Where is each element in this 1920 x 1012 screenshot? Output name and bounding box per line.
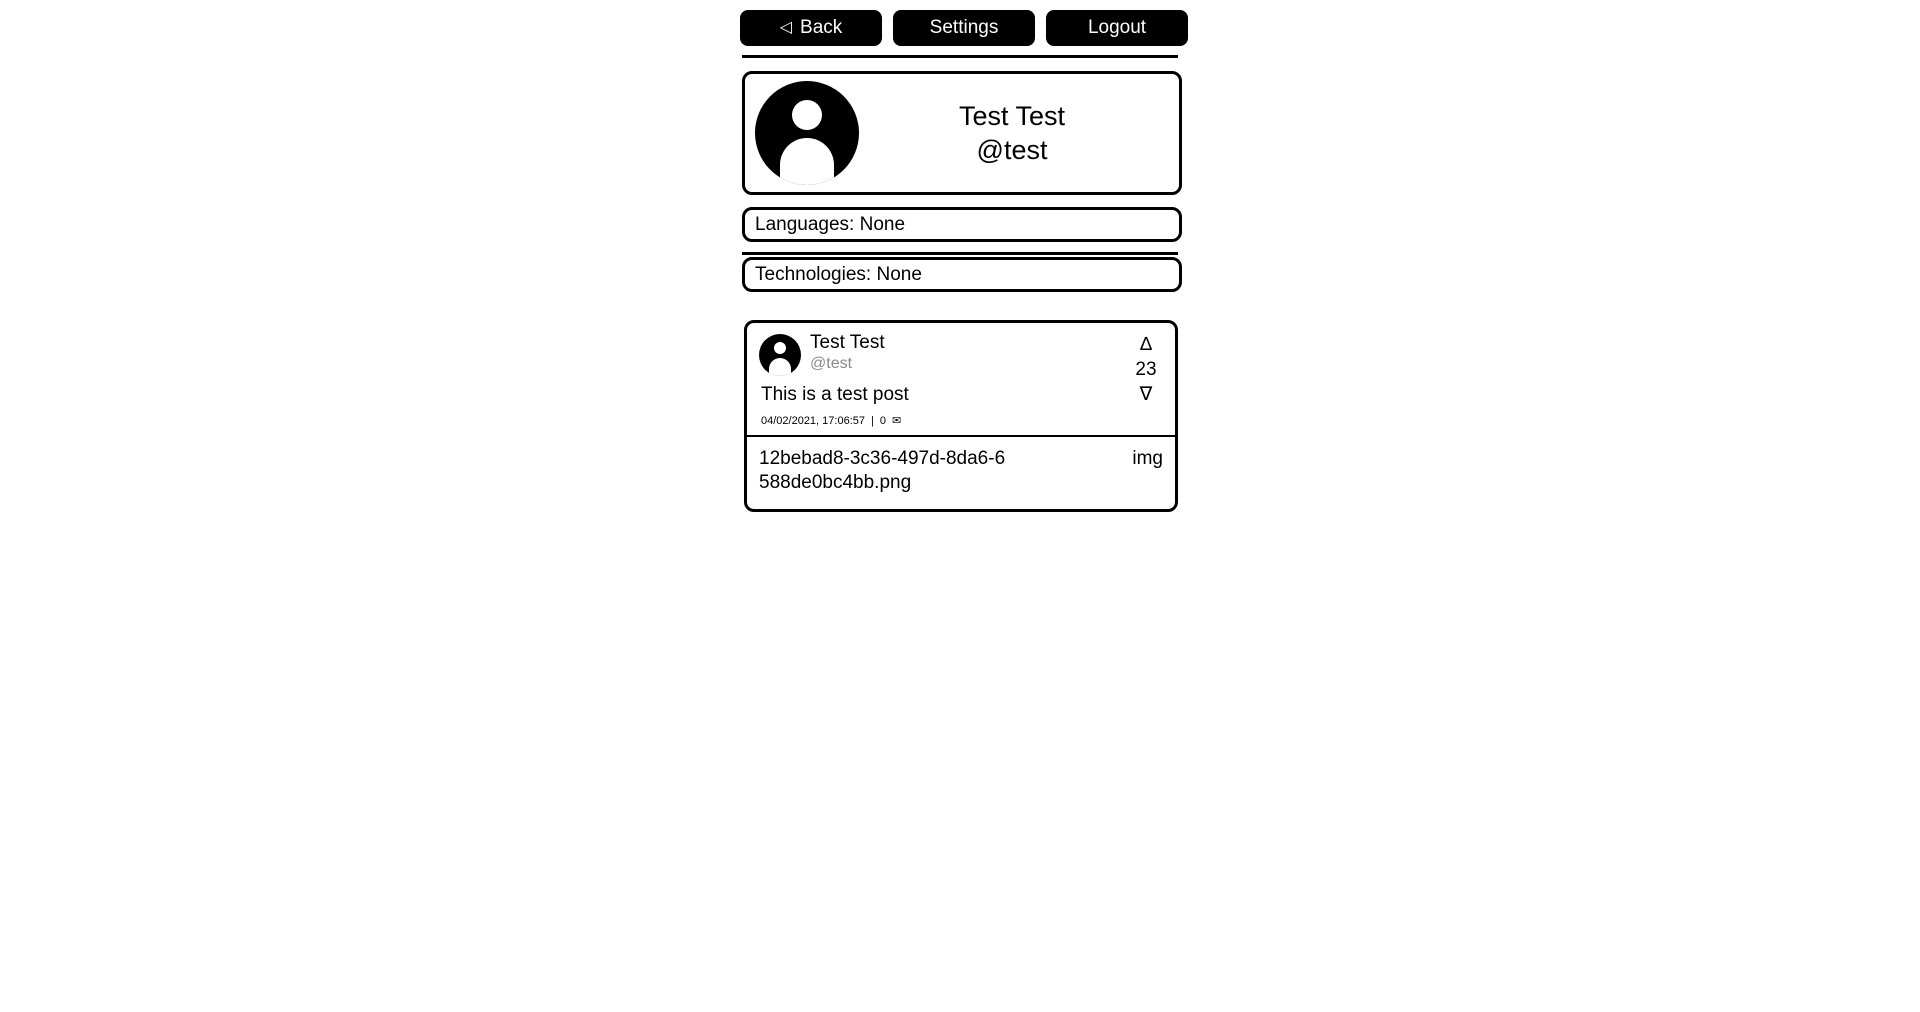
post-comment-count: 0 xyxy=(879,414,886,427)
attachment-filename: 12bebad8-3c36-497d-8da6-6588de0bc4bb.png xyxy=(759,448,1006,493)
vote-column xyxy=(1129,333,1163,407)
downvote-button[interactable]: ∇ xyxy=(1139,384,1153,405)
top-navigation-bar xyxy=(740,10,1188,46)
back-button-label: Back xyxy=(800,17,843,38)
post-timestamp: 04/02/2021, 17:06:57 xyxy=(761,414,865,427)
technologies-row xyxy=(742,257,1182,292)
post-author-block xyxy=(810,332,885,374)
languages-label: Languages: None xyxy=(755,213,906,235)
post-header xyxy=(759,332,1163,376)
user-avatar-icon xyxy=(759,334,801,376)
post-meta xyxy=(761,414,1163,427)
upvote-button[interactable]: ∆ xyxy=(1140,334,1152,355)
page-title: Test Test xyxy=(958,101,1066,131)
post-body: This is a test post xyxy=(761,384,909,405)
post-list xyxy=(744,320,1178,512)
logout-button[interactable] xyxy=(1046,10,1188,46)
post-item[interactable] xyxy=(747,323,1175,437)
settings-button-label: Settings xyxy=(929,17,999,38)
post-author-name: Test Test xyxy=(810,332,885,353)
profile-handle: @test xyxy=(976,135,1048,165)
user-avatar-icon xyxy=(755,81,859,185)
meta-separator: | xyxy=(870,414,874,427)
comment-icon: ✉ xyxy=(891,415,902,427)
triangle-left-icon: ◁ xyxy=(779,19,793,36)
section-divider xyxy=(742,252,1178,255)
profile-card xyxy=(742,71,1182,195)
attachment-row[interactable] xyxy=(747,437,1175,512)
languages-row xyxy=(742,207,1182,242)
header-divider xyxy=(742,55,1178,58)
back-button[interactable] xyxy=(740,10,882,46)
settings-button[interactable] xyxy=(893,10,1035,46)
logout-button-label: Logout xyxy=(1087,17,1147,38)
vote-score: 23 xyxy=(1135,359,1157,380)
technologies-label: Technologies: None xyxy=(755,263,922,285)
profile-name-block xyxy=(859,99,1179,167)
attachment-type-label: img xyxy=(1132,448,1163,469)
post-author-handle: @test xyxy=(810,355,853,372)
